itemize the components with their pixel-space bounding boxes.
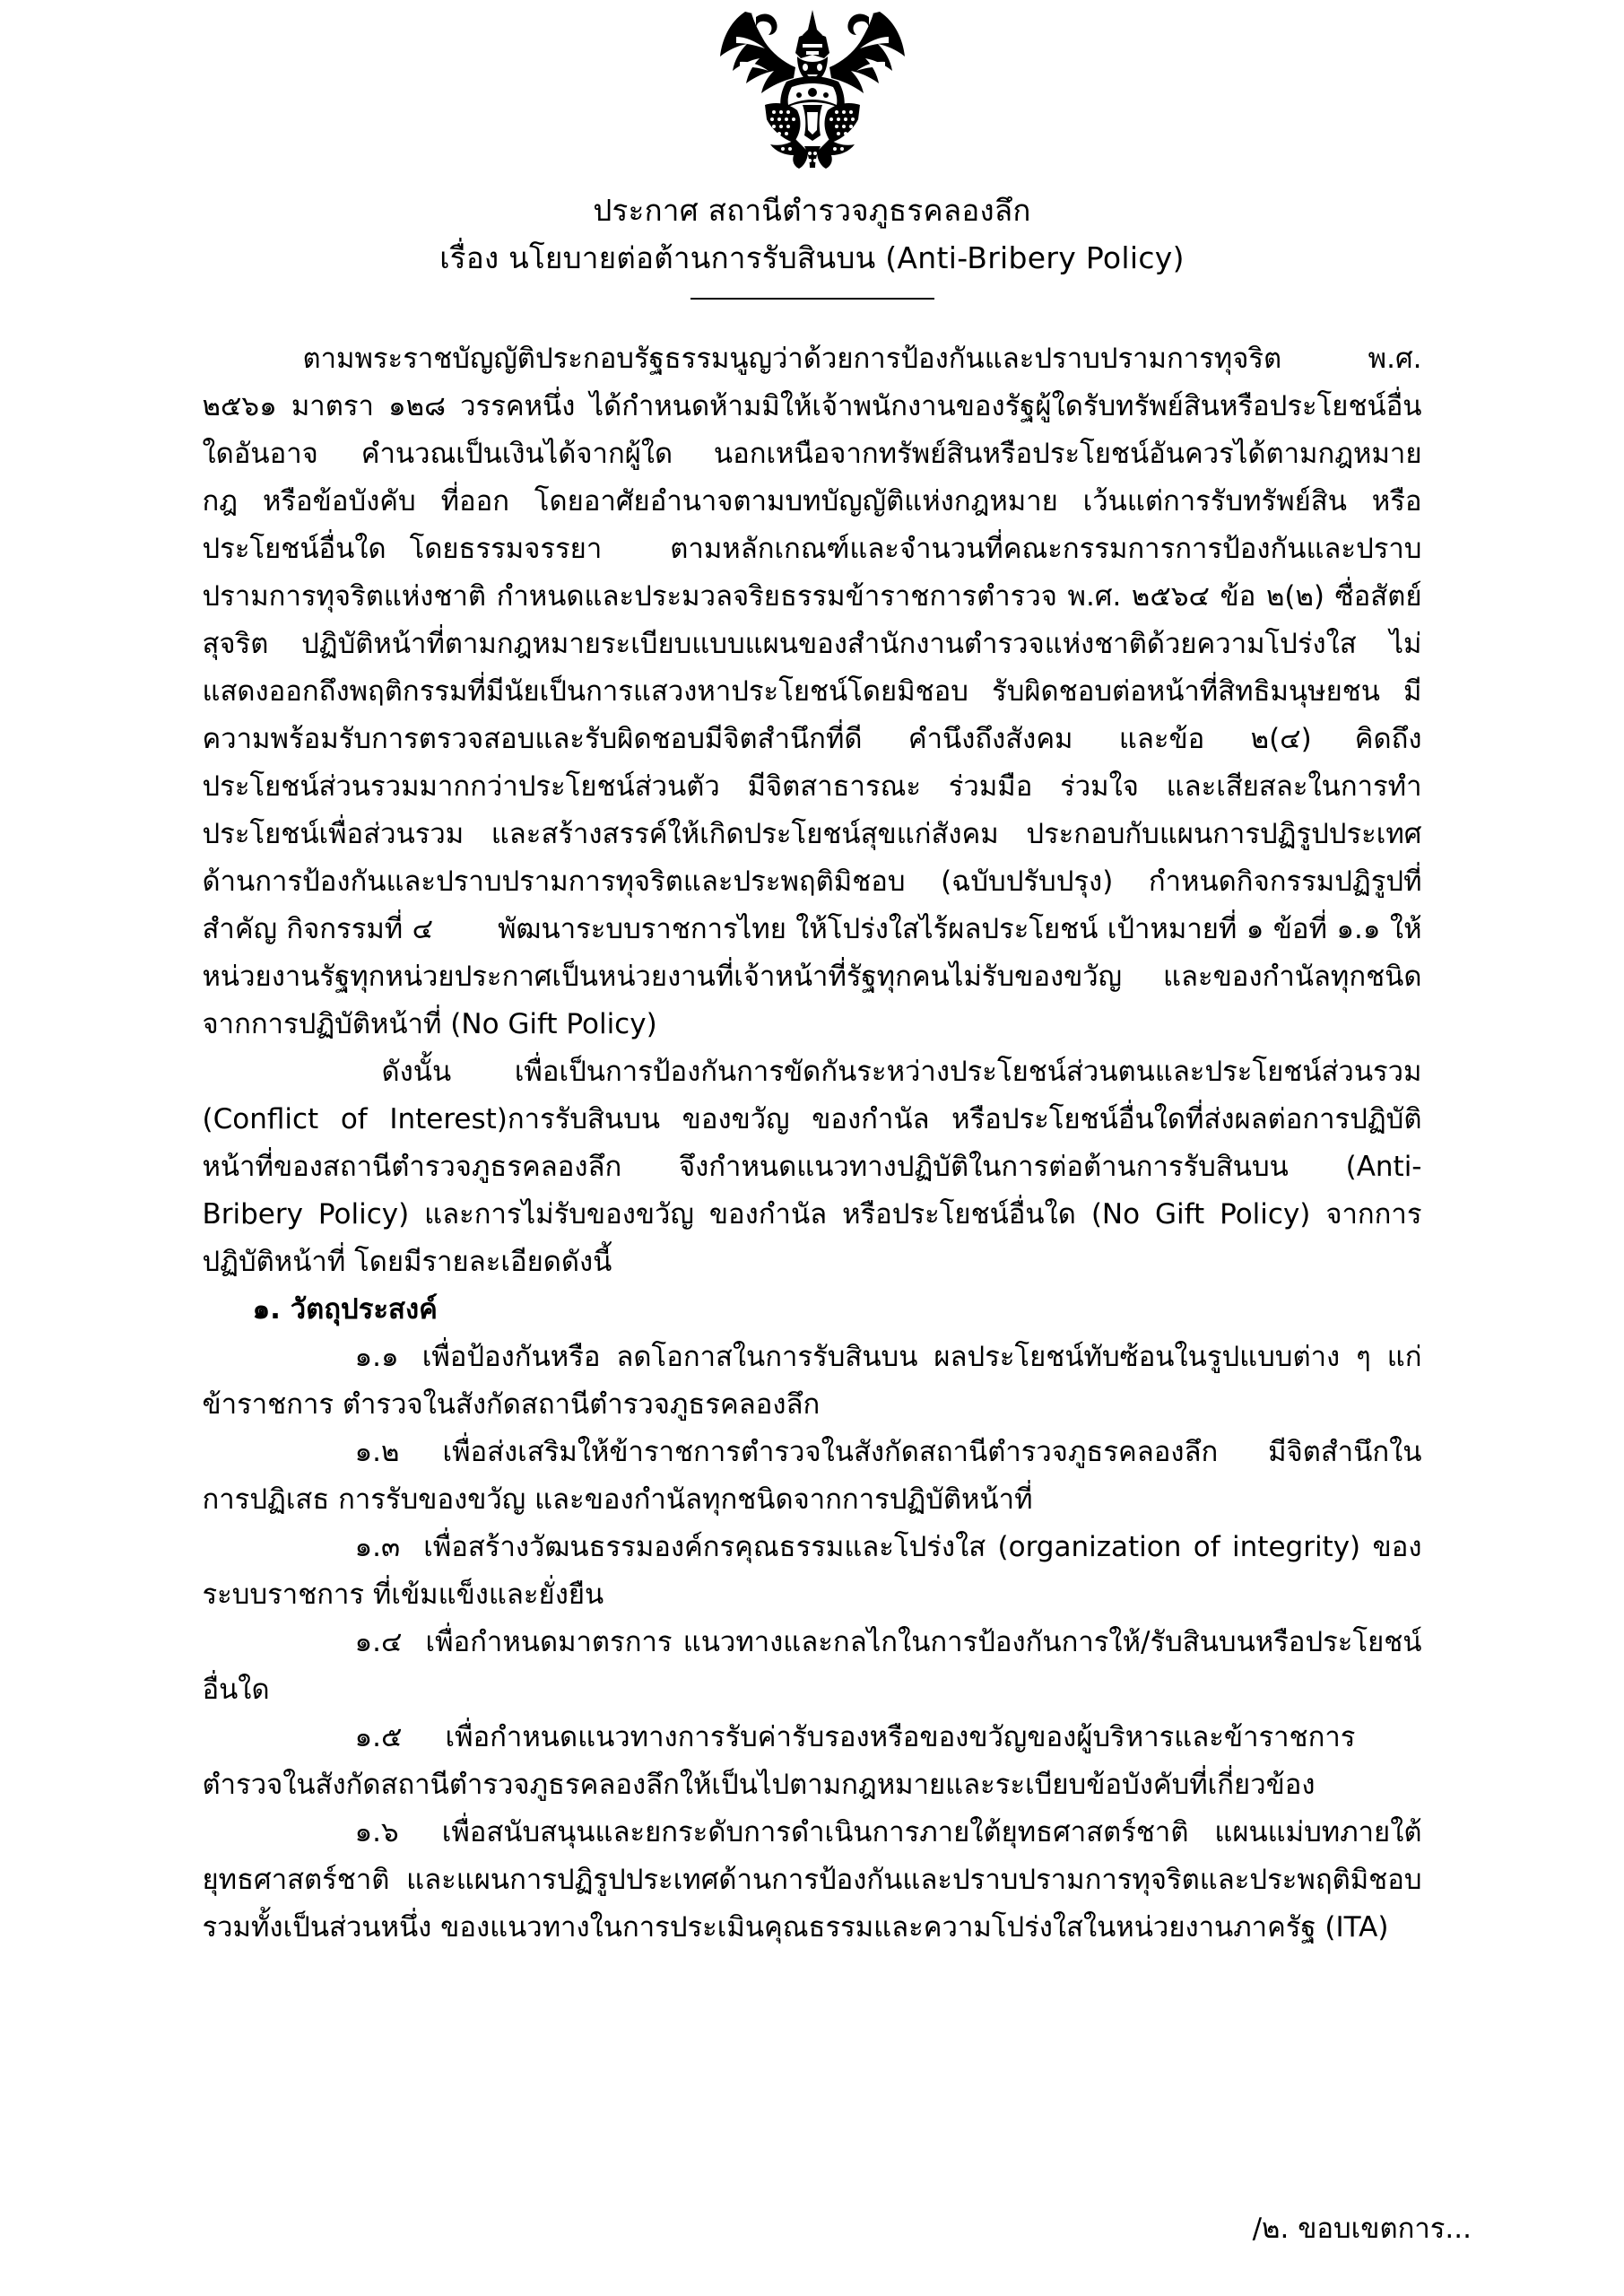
list-item-text: เพื่อป้องกันหรือ ลดโอกาสในการรับสินบน ผลประโยชน์ทับซ้อนในรูปแบบต่าง ๆ แก่ข้าราชการ ตำรวจในสังกัดสถานีตำรวจภูธรคลองลึก [202,1340,1422,1421]
list-item-text: เพื่อกำหนดมาตรการ แนวทางและกลไกในการป้องกันการให้/รับสินบนหรือประโยชน์อื่นใด [202,1625,1422,1706]
list-item-1-1 [203,1334,1422,1429]
document-body [203,300,1422,1952]
announcement-subject: เรื่อง นโยบายต่อต้านการรับสินบน (Anti-Bribery Policy) [439,239,1185,275]
emblem-container [0,0,1624,170]
list-item-number: ๑.๖ [354,1815,399,1848]
title-block [0,190,1624,280]
announcement-title: ประกาศ สถานีตำรวจภูธรคลองลึก [593,193,1031,228]
paragraph-preamble [203,335,1422,1048]
section-1-heading: ๑. วัตถุประสงค์ [252,1292,438,1326]
list-item-number: ๑.๕ [354,1720,403,1753]
paragraph-preamble-text-e: พัฒนาระบบราชการไทย ให้โปร่งใสไร้ผลประโยชน์ เป้าหมายที่ ๑ ข้อที่ ๑.๑ ให้หน่วยงานรัฐทุกหน่วยประกาศเป็นหน่วยงานที่เจ้าหน้าที่รัฐทุกคนไม่รับของขวัญ และของกำนัลทุกชนิดจากการปฏิบัติหน้าที่ (No Gift Policy) [202,912,1422,1040]
paragraph-preamble-text: ตามพระราชบัญญัติประกอบรัฐธรรมนูญว่าด้วยการป้องกันและปราบปรามการทุจริต พ.ศ. ๒๕๖๑ มาตรา ๑๒๘ วรรคหนึ่ง ได้กำหนดห้ามมิให้เจ้าพนักงานของรัฐผู้ใดรับทรัพย์สินหรือประโยชน์อื่นใดอันอาจ [202,342,1422,470]
list-item-1-3 [203,1524,1422,1619]
list-item-text: เพื่อสร้างวัฒนธรรมองค์กรคุณธรรมและโปร่งใส (organization of integrity) ของระบบราชการ ที่เข้มแข็งและยั่งยืน [202,1530,1422,1611]
paragraph-preamble-text-b: คำนวณเป็นเงินได้จากผู้ใด นอกเหนือจากทรัพย์สินหรือประโยชน์อันควรได้ตามกฎหมาย กฎ หรือข้อบังคับ ที่ออก โดยอาศัยอำนาจตามบทบัญญัติแห่งกฎหมาย เว้นแต่การรับทรัพย์สิน หรือประโยชน์อื่นใด [202,437,1422,565]
paragraph-preamble-text-d: คิดถึงประโยชน์ส่วนรวมมากกว่าประโยชน์ส่วนตัว มีจิตสาธารณะ ร่วมมือ ร่วมใจ และเสียสละในการทำประโยชน์เพื่อส่วนรวม และสร้างสรรค์ให้เกิดประโยชน์สุขแก่สังคม ประกอบกับแผนการปฏิรูปประเทศด้านการป้องกันและปราบปรามการทุจริตและประพฤติมิชอบ (ฉบับปรับปรุง) กำหนดกิจกรรมปฏิรูปที่สำคัญ กิจกรรมที่ ๔ [202,722,1422,945]
list-item-1-2 [203,1429,1422,1524]
page-continuation-note: /๒. ขอบเขตการ... [1252,2212,1472,2245]
list-item-number: ๑.๔ [354,1625,403,1658]
list-item-number: ๑.๓ [354,1530,401,1563]
list-item-1-6 [203,1809,1422,1952]
paragraph-purpose-intro: ดังนั้น เพื่อเป็นการป้องกันการขัดกันระหว่างประโยชน์ส่วนตนและประโยชน์ส่วนรวม (Conflict of Interest)การรับสินบน ของขวัญ ของกำนัล หรือประโยชน์อื่นใดที่ส่งผลต่อการปฏิบัติหน้าที่ของสถานีตำรวจภูธรคลองลึก จึงกำหนดแนวทางปฏิบัติในการต่อต้านการรับสินบน (Anti-Bribery Policy) และการไม่รับของขวัญ ของกำนัล หรือประโยชน์อื่นใด (No Gift Policy) จากการปฏิบัติหน้าที่ โดยมีรายละเอียดดังนี้ [202,1055,1422,1278]
list-item-1-4 [203,1619,1422,1714]
list-item-text: เพื่อสนับสนุนและยกระดับการดำเนินการภายใต้ยุทธศาสตร์ชาติ แผนแม่บทภายใต้ยุทธศาสตร์ชาติ และแผนการปฏิรูปประเทศด้านการป้องกันและปราบปรามการทุจริตและประพฤติมิชอบ รวมทั้งเป็นส่วนหนึ่ง ของแนวทางในการประเมินคุณธรรมและความโปร่งใสในหน่วยงานภาครัฐ (ITA) [202,1815,1422,1944]
list-item-number: ๑.๒ [354,1435,400,1468]
list-item-1-5 [203,1714,1422,1809]
title-divider [690,298,934,300]
garuda-emblem [709,4,916,170]
list-item-number: ๑.๑ [354,1340,399,1373]
list-item-text: เพื่อกำหนดแนวทางการรับค่ารับรองหรือของขวัญของผู้บริหารและข้าราชการตำรวจในสังกัดสถานีตำรวจภูธรคลองลึกให้เป็นไปตามกฎหมายและระเบียบข้อบังคับที่เกี่ยวข้อง [202,1720,1356,1801]
paragraph-preamble-text-c: โดยธรรมจรรยา ตามหลักเกณฑ์และจำนวนที่คณะกรรมการการป้องกันและปราบปรามการทุจริตแห่งชาติ กำหนดและประมวลจริยธรรมข้าราชการตำรวจ พ.ศ. ๒๕๖๔ ข้อ ๒(๒) ซื่อสัตย์สุจริต ปฏิบัติหน้าที่ตามกฎหมายระเบียบแบบแผนของสำนักงานตำรวจแห่งชาติด้วยความโปร่งใส ไม่แสดงออกถึงพฤติกรรมที่มีนัยเป็นการแสวงหาประโยชน์โดยมิชอบ รับผิดชอบต่อหน้าที่สิทธิมนุษยชน มีความพร้อมรับการตรวจสอบและรับผิดชอบมีจิตสำนึกที่ดี คำนึงถึงสังคม และข้อ ๒(๔) [202,532,1422,755]
list-item-text: เพื่อส่งเสริมให้ข้าราชการตำรวจในสังกัดสถานีตำรวจภูธรคลองลึก มีจิตสำนึกในการปฏิเสธ การรับของขวัญ และของกำนัลทุกชนิดจากการปฏิบัติหน้าที่ [202,1435,1422,1516]
